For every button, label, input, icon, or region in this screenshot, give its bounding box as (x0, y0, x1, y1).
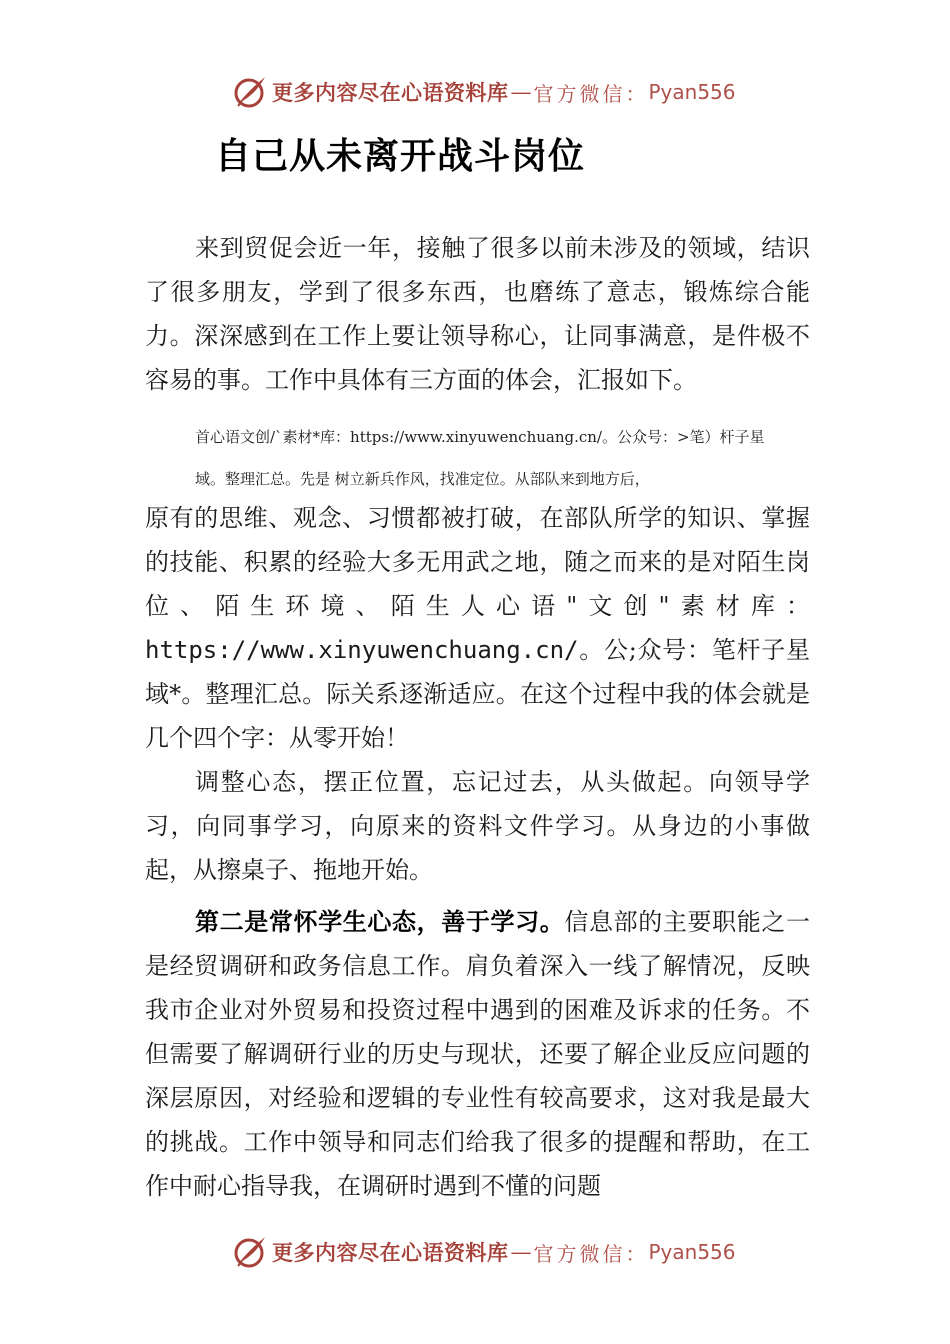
banner-text: 更多内容尽在心语资料库 (272, 80, 509, 105)
watermark-line-2: 域。整理汇总。先是 树立新兵作风，找准定位。从部队来到地方后， (195, 470, 650, 488)
watermark-line-1: 首心语文创/`素材*库：https://www.xinyuwenchuang.cn/。公众号：>笔）杆子星 (195, 428, 765, 446)
banner-wechat-id: Pyan556 (648, 80, 736, 104)
banner-wechat-label: 官方微信： (533, 1241, 649, 1266)
paragraph-adapt-text-b: 。公;众号：笔杆子星域*。整理汇总。际关系逐渐适应。在这个过程中我的体会就是几个四个字：从零开始！ (145, 636, 810, 752)
paragraph-adapt (145, 496, 810, 760)
source-url: https://www.xinyuwenchuang.cn/ (145, 636, 579, 664)
banner-separator: — (510, 1240, 532, 1264)
quill-logo-icon (232, 74, 268, 110)
paragraph-attitude: 调整心态，摆正位置，忘记过去，从头做起。向领导学习，向同事学习，向原来的资料文件学习。从身边的小事做起，从擦桌子、拖地开始。 (145, 768, 810, 884)
paragraph-adapt-text-a: 原有的思维、观念、习惯都被打破，在部队所学的知识、掌握的技能、积累的经验大多无用武之地，随之而来的是对陌生岗位、陌生环境、陌生人心语"文创"素材库： (145, 504, 810, 620)
banner-wechat-label: 官方微信： (533, 81, 649, 106)
footer-banner (232, 1232, 736, 1272)
section-heading-study: 第二是常怀学生心态，善于学习。 (195, 908, 565, 936)
banner-text: 更多内容尽在心语资料库 (272, 1240, 509, 1265)
paragraph-intro: 来到贸促会近一年，接触了很多以前未涉及的领域，结识了很多朋友，学到了很多东西，也磨练了意志，锻炼综合能力。深深感到在工作上要让领导称心，让同事满意，是件极不容易的事。工作中具体有三方面的体会，汇报如下。 (145, 234, 810, 394)
document-title: 自己从未离开战斗岗位 (215, 136, 586, 177)
header-banner (232, 72, 736, 112)
quill-logo-icon (232, 1234, 268, 1270)
banner-separator: — (510, 80, 532, 104)
paragraph-study-text: 信息部的主要职能之一是经贸调研和政务信息工作。肩负着深入一线了解情况，反映我市企业对外贸易和投资过程中遇到的困难及诉求的任务。不但需要了解调研行业的历史与现状，还要了解企业反应问题的深层原因，对经验和逻辑的专业性有较高要求，这对我是最大的挑战。工作中领导和同志们给我了很多的提醒和帮助，在工作中耐心指导我，在调研时遇到不懂的问题 (145, 908, 810, 1200)
banner-wechat-id: Pyan556 (648, 1240, 736, 1264)
paragraph-study (145, 900, 810, 1208)
